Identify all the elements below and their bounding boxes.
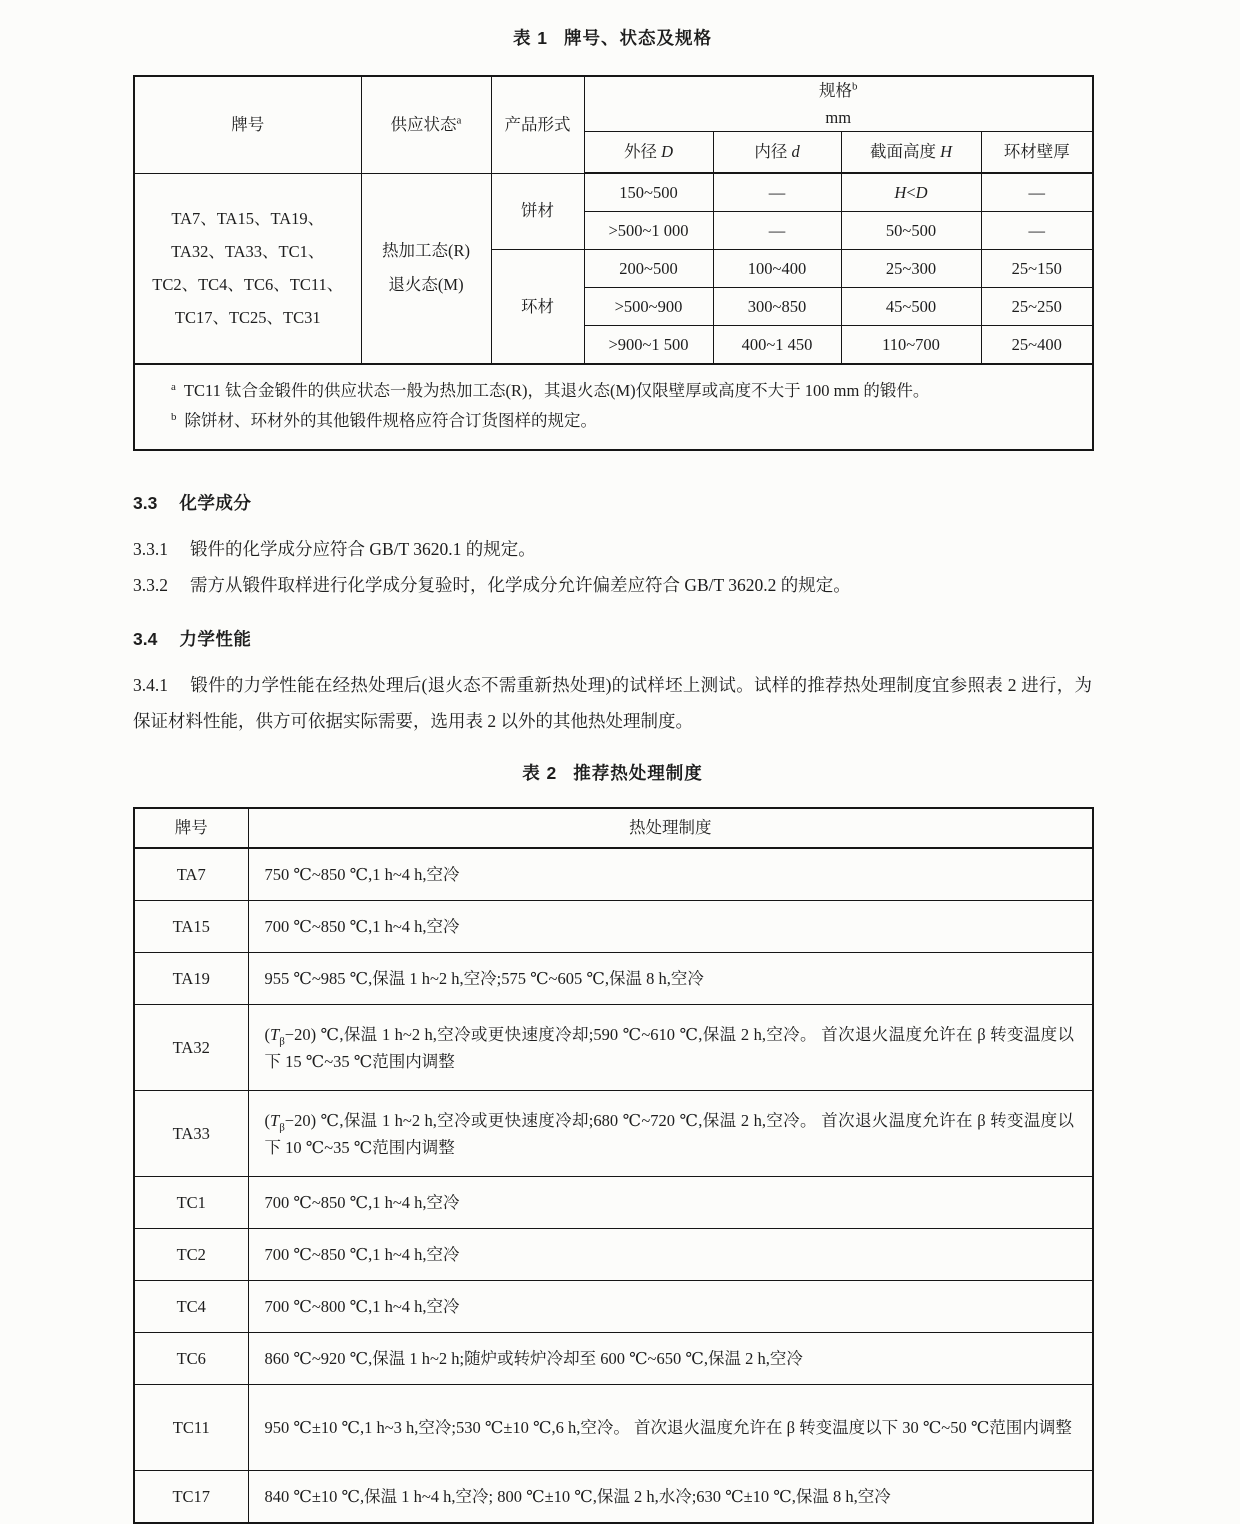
section-3-4-heading: 3.4 力学性能 [133,629,252,649]
table1-subheader-inner-diameter: 内径 d [713,132,841,174]
spec-wall-cell: 25~150 [981,250,1093,288]
footnote-ref-a: a [456,114,462,127]
footnote-a: $^a$ TC11 钛合金锻件的供应状态一般为热加工态(R)，其退火态(M)仅限壁厚或高度不大于 100 mm 的锻件。 [171,380,930,400]
table2-row-ta15 [134,901,1093,953]
spec-outer-cell: >500~900 [584,288,713,326]
grade-cell: TA15 [134,901,248,953]
table1-grades-specs [133,75,1094,451]
grades-cell: TA7、TA15、TA19、TA32、TA33、TC1、TC2、TC4、TC6、TC11、TC17、TC25、TC31 [134,173,361,364]
regime-cell: 700 ℃~800 ℃,1 h~4 h,空冷 [248,1281,1093,1333]
spec-inner-cell: 300~850 [713,288,841,326]
table1-header-grade: 牌号 [134,76,361,173]
spec-wall-cell: — [981,212,1093,250]
spec-outer-cell: >500~1 000 [584,212,713,250]
footnote-b: $^b$ 除饼材、环材外的其他锻件规格应符合订货图样的规定。 [171,410,597,430]
grade-cell: TA7 [134,848,248,901]
spec-inner-cell: — [713,173,841,212]
grade-cell: TA19 [134,953,248,1005]
table1-subheader-outer-diameter: 外径 D [584,132,713,174]
page-content [133,0,1092,1524]
grade-cell: TA32 [134,1005,248,1091]
table2-row-tc11 [134,1385,1093,1471]
grade-cell: TC1 [134,1177,248,1229]
regime-cell: $(T_\beta-20)$ ℃,保温 1 h~2 h,空冷或更快速度冷却;590 ℃~610 ℃,保温 2 h,空冷。 首次退火温度允许在 β 转变温度以下 15 ℃~35 ℃范围内调整 [248,1005,1093,1091]
table2-row-ta33 [134,1091,1093,1177]
table1-subheader-section-height: 截面高度 H [841,132,981,174]
table1-header-condition: 供应状态$^a$ [361,76,491,173]
table2-row-ta19 [134,953,1093,1005]
regime-cell: 955 ℃~985 ℃,保温 1 h~2 h,空冷;575 ℃~605 ℃,保温 8 h,空冷 [248,953,1093,1005]
regime-cell: 700 ℃~850 ℃,1 h~4 h,空冷 [248,1229,1093,1281]
spec-height-cell: 45~500 [841,288,981,326]
table1-caption [133,26,1092,50]
table2-header-regime: 热处理制度 [248,808,1093,848]
grade-cell: TC11 [134,1385,248,1471]
grade-cell: TC4 [134,1281,248,1333]
grade-cell: TC17 [134,1471,248,1524]
spec-height-cell: 110~700 [841,326,981,365]
spec-wall-cell: 25~400 [981,326,1093,365]
table1-footnote-row [134,364,1093,450]
spec-height-cell: H<D [841,173,981,212]
table1-header-spec: 规格$^b$ mm [584,76,1093,132]
table1-row [134,173,1093,212]
table2-header-grade: 牌号 [134,808,248,848]
grade-cell: TC2 [134,1229,248,1281]
spec-wall-cell: 25~250 [981,288,1093,326]
table2-row-tc2 [134,1229,1093,1281]
section-3-3-heading: 3.3 化学成分 [133,493,252,513]
table2-row-tc17 [134,1471,1093,1524]
table1-footnotes [134,364,1093,450]
table2-caption-title: 推荐热处理制度 [573,763,703,783]
clause-3-3-2: 3.3.2 需方从锻件取样进行化学成分复验时，化学成分允许偏差应符合 GB/T 3620.2 的规定。 [133,575,851,595]
table1-subheader-ring-wall: 环材壁厚 [981,132,1093,174]
table2-caption [133,761,1092,785]
regime-cell: 750 ℃~850 ℃,1 h~4 h,空冷 [248,848,1093,901]
table1-header-spec-unit: mm [825,108,852,127]
spec-outer-cell: 200~500 [584,250,713,288]
regime-cell: 700 ℃~850 ℃,1 h~4 h,空冷 [248,1177,1093,1229]
grade-cell: TA33 [134,1091,248,1177]
spec-inner-cell: 400~1 450 [713,326,841,365]
regime-cell: 840 ℃±10 ℃,保温 1 h~4 h,空冷; 800 ℃±10 ℃,保温 2 h,水冷;630 ℃±10 ℃,保温 8 h,空冷 [248,1471,1093,1524]
table2-row-ta7 [134,848,1093,901]
spec-wall-cell: — [981,173,1093,212]
spec-outer-cell: 150~500 [584,173,713,212]
spec-height-cell: 25~300 [841,250,981,288]
supply-condition-cell: 热加工态(R) 退火态(M) [361,173,491,364]
grade-cell: TC6 [134,1333,248,1385]
table2-row-tc6 [134,1333,1093,1385]
table1-header-form: 产品形式 [491,76,584,173]
table2-heat-treatment [133,807,1094,1524]
form-cake-cell: 饼材 [491,173,584,250]
regime-cell: $(T_\beta-20)$ ℃,保温 1 h~2 h,空冷或更快速度冷却;680 ℃~720 ℃,保温 2 h,空冷。 首次退火温度允许在 β 转变温度以下 10 ℃~35 ℃范围内调整 [248,1091,1093,1177]
table2-row-tc1 [134,1177,1093,1229]
table2-caption-label: 表 2 [522,763,558,783]
spec-inner-cell: — [713,212,841,250]
form-ring-cell: 环材 [491,250,584,365]
spec-inner-cell: 100~400 [713,250,841,288]
footnote-ref-b: b [852,80,858,93]
spec-height-cell: 50~500 [841,212,981,250]
table1-caption-title: 牌号、状态及规格 [564,28,713,48]
clause-3-4-1: 3.4.1 锻件的力学性能在经热处理后(退火态不需重新热处理)的试样坯上测试。试样的推荐热处理制度宜参照表 2 进行，为保证材料性能，供方可依据实际需要，选用表 2 以外的其他热处理制度。 [133,675,1092,731]
table1-caption-label: 表 1 [512,28,549,48]
regime-cell: 700 ℃~850 ℃,1 h~4 h,空冷 [248,901,1093,953]
clause-3-3-1: 3.3.1 锻件的化学成分应符合 GB/T 3620.1 的规定。 [133,539,536,559]
table2-row-ta32 [134,1005,1093,1091]
spec-outer-cell: >900~1 500 [584,326,713,365]
regime-cell: 950 ℃±10 ℃,1 h~3 h,空冷;530 ℃±10 ℃,6 h,空冷。 首次退火温度允许在 β 转变温度以下 30 ℃~50 ℃范围内调整 [248,1385,1093,1471]
table2-row-tc4 [134,1281,1093,1333]
regime-cell: 860 ℃~920 ℃,保温 1 h~2 h;随炉或转炉冷却至 600 ℃~650 ℃,保温 2 h,空冷 [248,1333,1093,1385]
